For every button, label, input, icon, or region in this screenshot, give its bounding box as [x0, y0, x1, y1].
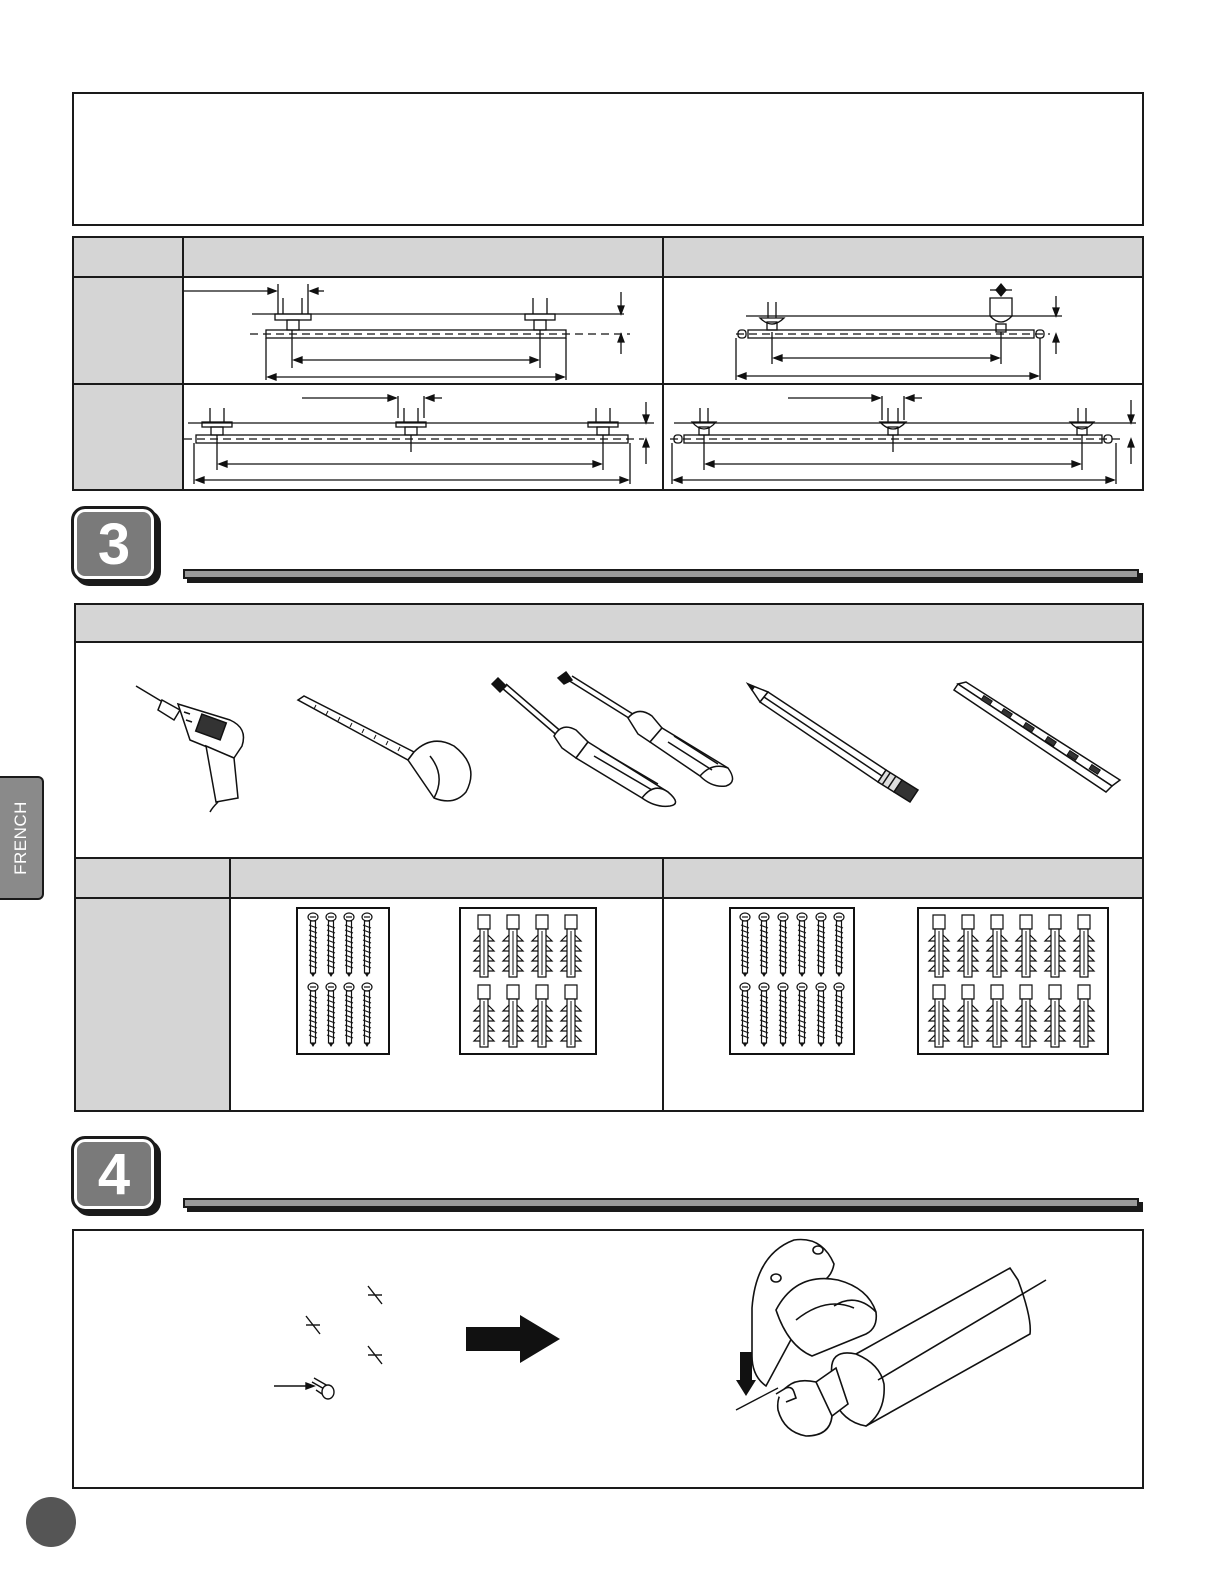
level-icon [952, 682, 1122, 794]
three-bracket-rod-diagram [184, 394, 660, 486]
two-bracket-rod-diagram [184, 280, 660, 380]
drill-icon [134, 684, 252, 812]
tape-measure-icon [296, 694, 480, 804]
bracket-installation-diagram [736, 1236, 1056, 1442]
right-arrow-icon [466, 1315, 562, 1363]
language-tab-label: FRENCH [11, 801, 30, 875]
intro-box [72, 92, 1144, 226]
hardware-table-row-label-column [76, 897, 229, 1110]
step-4-badge: 4 [71, 1136, 157, 1212]
page-number-badge [26, 1497, 76, 1547]
step-4-rule [183, 1198, 1139, 1208]
hardware-table-header [76, 859, 1142, 897]
tools-header [76, 605, 1142, 643]
wall-marks-diagram [272, 1282, 392, 1404]
bracket-table-header [74, 238, 1142, 276]
anchor-pack-12-icon [917, 907, 1109, 1055]
screw-pack-8-icon [296, 907, 390, 1055]
step-3-badge: 3 [71, 506, 157, 582]
step-3-rule [183, 569, 1139, 579]
two-bracket-finial-diagram [732, 284, 1072, 380]
anchor-pack-8-icon [459, 907, 597, 1055]
language-tab [0, 776, 44, 900]
pencil-icon [746, 682, 922, 804]
three-bracket-finial-diagram [666, 394, 1142, 486]
screwdrivers-icon [492, 672, 738, 806]
screw-pack-12-icon [729, 907, 855, 1055]
